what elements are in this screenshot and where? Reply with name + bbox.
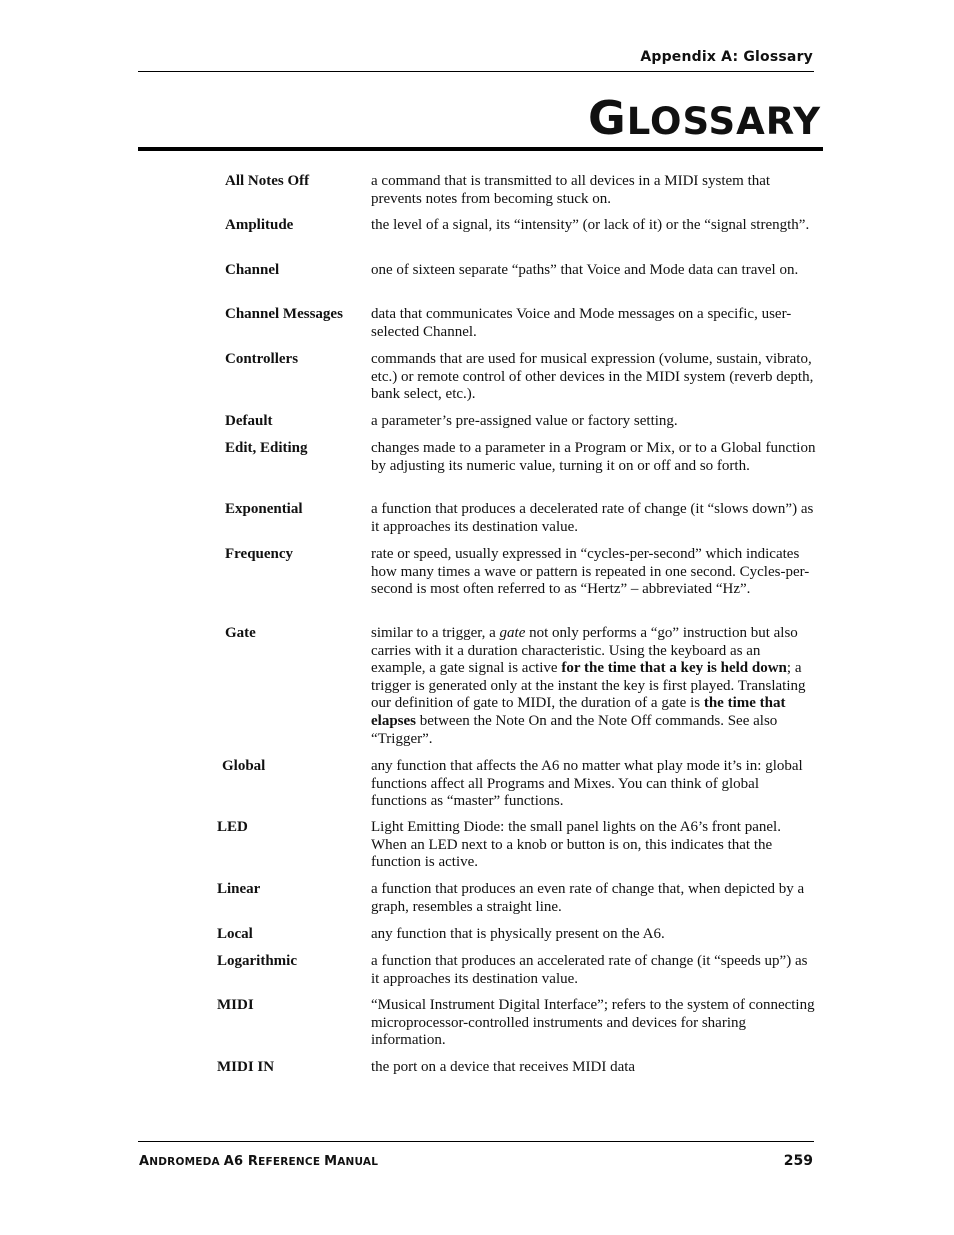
glossary-term: Frequency [225,546,294,562]
page-title [588,88,821,152]
strong-text: for the time that a key is held down [561,660,787,677]
glossary-definition: similar to a trigger, a gate not only performs a “go” instruction but also carries with it a duration characteristic. Using the keyboard as an example, a gate signal is active for the time that a key is held down; a trigger is generated only at the instant the key is first played. Translating our definition of gate to MIDI, the duration of a gate is the time that elapses between the Note On and the Note Off commands. See also “Trigger”. [371,625,806,747]
glossary-term: Default [225,413,273,429]
glossary-term: Global [222,758,266,774]
title-divider [138,147,823,151]
glossary-term: LED [217,819,248,835]
glossary-definition: a function that produces an accelerated rate of change (it “speeds up”) as it approaches its destination value. [371,953,808,987]
glossary-definition: a parameter’s pre-assigned value or factory setting. [371,413,678,429]
title-initial: G [587,91,627,145]
glossary-definition: rate or speed, usually expressed in “cycles-per-second” which indicates how many times a wave or pattern is repeated in one second. Cycles-per-second is most often referred to as “Hertz” – abbreviated “Hz”. [371,546,810,598]
footer-divider [138,1141,814,1142]
running-header: Appendix A: Glossary [640,49,813,65]
glossary-term: MIDI [217,997,254,1013]
glossary-definition: the level of a signal, its “intensity” (or lack of it) or the “signal strength”. [371,217,810,233]
glossary-term: Linear [217,881,261,897]
glossary-term: Controllers [225,351,299,367]
glossary-definition: Light Emitting Diode: the small panel lights on the A6’s front panel. When an LED next to a knob or button is on, this indicates that the function is active. [371,819,781,871]
glossary-term: Amplitude [225,217,294,233]
glossary-term: All Notes Off [225,173,310,189]
strong-text: the time that elapses [371,695,786,729]
glossary-definition: one of sixteen separate “paths” that Voice and Mode data can travel on. [371,262,799,278]
glossary-term: Channel Messages [225,306,343,322]
glossary-term: Channel [225,262,280,278]
glossary-definition: changes made to a parameter in a Program or Mix, or to a Global function by adjusting its numeric value, turning it on or off and so forth. [371,440,816,474]
glossary-term: Local [217,926,253,942]
page-number: 259 [783,1153,813,1169]
glossary-definition: data that communicates Voice and Mode messages on a specific, user-selected Channel. [371,306,792,340]
footer-manual-title: ANDROMEDA A6 REFERENCE MANUAL [139,1154,379,1169]
glossary-term: Gate [225,625,256,641]
glossary-definition: the port on a device that receives MIDI data [371,1059,636,1075]
glossary-term: Edit, Editing [225,440,308,456]
glossary-term: Exponential [225,501,303,517]
header-divider [138,71,814,72]
glossary-term: Logarithmic [217,953,297,969]
glossary-definition: a function that produces a decelerated rate of change (it “slows down”) as it approaches its destination value. [371,501,814,535]
glossary-definition: any function that affects the A6 no matter what play mode it’s in: global functions affect all Programs and Mixes. You can think of global functions as “master” functions. [371,758,803,810]
title-rest: LOSSARY [626,100,821,143]
glossary-definition: any function that is physically present on the A6. [371,926,665,942]
glossary-definition: a function that produces an even rate of change that, when depicted by a graph, resembles a straight line. [371,881,805,915]
glossary-term: MIDI IN [217,1059,275,1075]
glossary-definition: commands that are used for musical expression (volume, sustain, vibrato, etc.) or remote control of other devices in the MIDI system (reverb depth, bank select, etc.). [371,351,814,403]
emphasis-text: gate [499,625,526,641]
glossary-definition: “Musical Instrument Digital Interface”; refers to the system of connecting microprocessor-controlled instruments and devices for sharing information. [371,997,815,1049]
glossary-definition: a command that is transmitted to all devices in a MIDI system that prevents notes from becoming stuck on. [371,173,771,207]
